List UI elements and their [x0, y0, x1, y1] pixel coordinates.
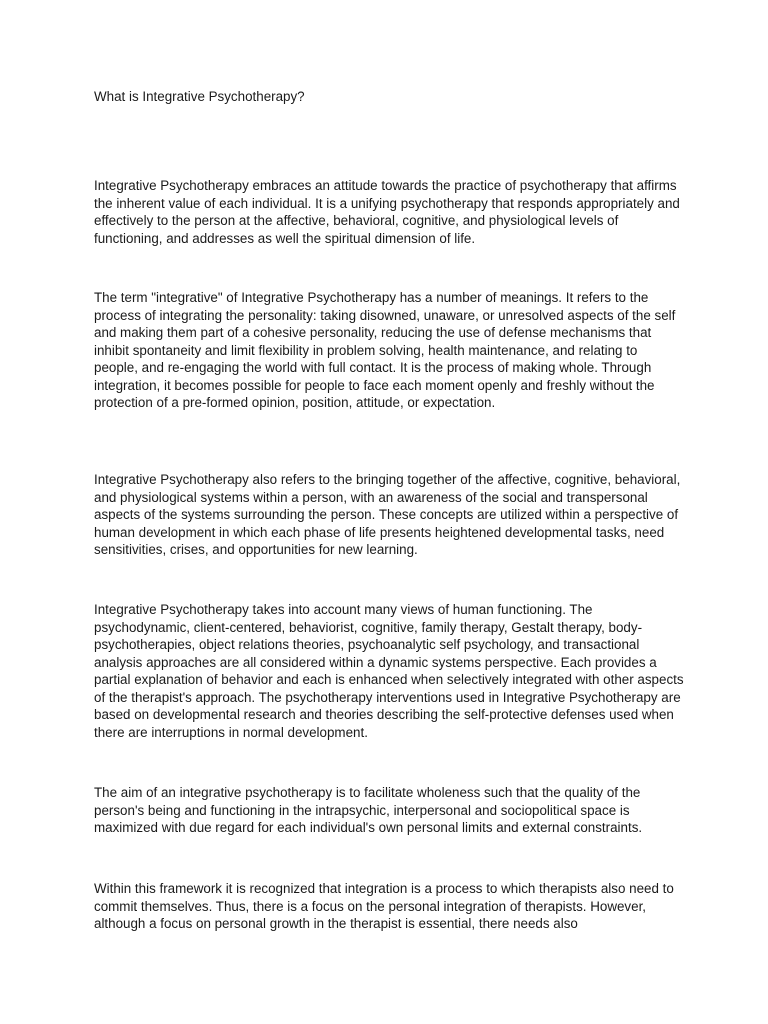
- document-title: What is Integrative Psychotherapy?: [94, 89, 305, 104]
- paragraph: Integrative Psychotherapy embraces an attitude towards the practice of psychotherapy that affirms the inherent value of each individual. It is a unifying psychotherapy that responds appropriately and effectively to the person at the affective, behavioral, cognitive, and physiological levels of functioning, and addresses as well the spiritual dimension of life.: [94, 178, 680, 246]
- paragraph: Integrative Psychotherapy takes into account many views of human functioning. The psychodynamic, client-centered, behaviorist, cognitive, family therapy, Gestalt therapy, body-psychotherapies, object relations theories, psychoanalytic self psychology, and transactional analysis approaches are all considered within a dynamic systems perspective. Each provides a partial explanation of behavior and each is enhanced when selectively integrated with other aspects of the therapist's approach. The psychotherapy interventions used in Integrative Psychotherapy are based on developmental research and theories describing the self-protective defenses used when there are interruptions in normal development.: [94, 602, 684, 740]
- paragraph: The aim of an integrative psychotherapy is to facilitate wholeness such that the quality of the person's being and functioning in the intrapsychic, interpersonal and sociopolitical space is maximized with due regard for each individual's own personal limits and external constraints.: [94, 785, 643, 835]
- paragraph: Within this framework it is recognized that integration is a process to which therapists also need to commit themselves. Thus, there is a focus on the personal integration of therapists. However, although a focus on personal growth in the therapist is essential, there needs also: [94, 881, 674, 931]
- paragraph: The term "integrative" of Integrative Psychotherapy has a number of meanings. It refers to the process of integrating the personality: taking disowned, unaware, or unresolved aspects of the self and making them part of a cohesive personality, reducing the use of defense mechanisms that inhibit spontaneity and limit flexibility in problem solving, health maintenance, and relating to people, and re-engaging the world with full contact. It is the process of making whole. Through integration, it becomes possible for people to face each moment openly and freshly without the protection of a pre-formed opinion, position, attitude, or expectation.: [94, 290, 676, 410]
- paragraph: Integrative Psychotherapy also refers to the bringing together of the affective, cognitive, behavioral, and physiological systems within a person, with an awareness of the social and transpersonal aspects of the systems surrounding the person. These concepts are utilized within a perspective of human development in which each phase of life presents heightened developmental tasks, need sensitivities, crises, and opportunities for new learning.: [94, 472, 681, 557]
